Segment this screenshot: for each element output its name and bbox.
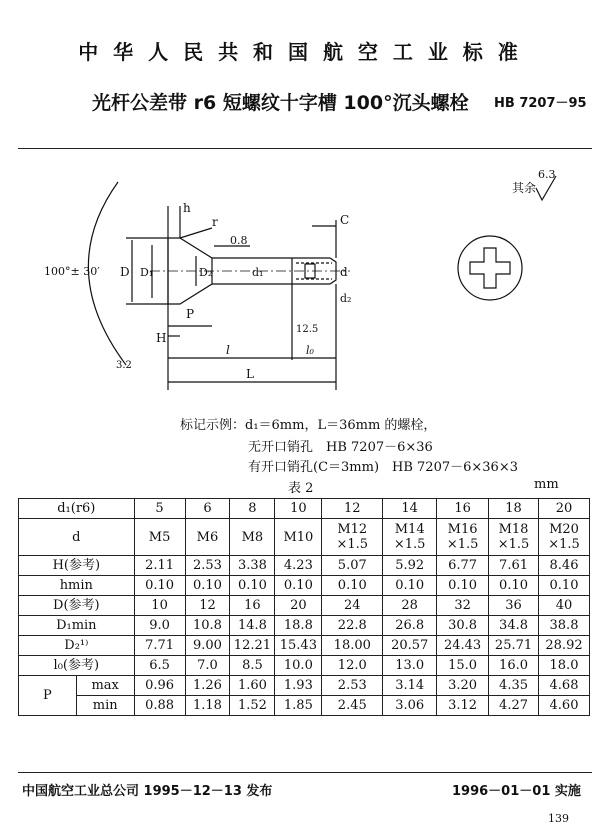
table-cell: 16 (230, 596, 275, 616)
table-cell: 2.45 (322, 696, 383, 716)
row-label: D₂¹⁾ (19, 636, 135, 656)
table-cell: 24.43 (437, 636, 489, 656)
table-cell: 30.8 (437, 616, 489, 636)
row-label: hmin (19, 576, 135, 596)
label-roughness-32: 3.2 (116, 360, 132, 371)
table-cell: 24 (322, 596, 383, 616)
table-cell: 3.06 (383, 696, 437, 716)
label-h-upper: H (156, 331, 167, 345)
table-cell: 0.10 (134, 576, 185, 596)
table-cell: 20.57 (383, 636, 437, 656)
table-cell: 0.10 (383, 576, 437, 596)
dimension-table (18, 498, 590, 716)
table-cell: M18 ×1.5 (489, 519, 539, 556)
table-cell: M8 (230, 519, 275, 556)
label-c: C (340, 213, 350, 227)
table-cell: 20 (275, 596, 322, 616)
table-cell: 26.8 (383, 616, 437, 636)
table-cell: 1.52 (230, 696, 275, 716)
table-row-d1min (19, 616, 590, 636)
row-label: l₀(参考) (19, 656, 135, 676)
table-cell: M10 (275, 519, 322, 556)
table-cell: M12 ×1.5 (322, 519, 383, 556)
document-title: 光杆公差带 r6 短螺纹十字槽 100°沉头螺栓 (92, 92, 469, 114)
marking-example-line3: 有开口销孔(C＝3mm) HB 7207－6×36×3 (248, 460, 518, 475)
table-cell: 3.14 (383, 676, 437, 696)
table-cell: M5 (134, 519, 185, 556)
table-cell: 34.8 (489, 616, 539, 636)
table-cell: 0.10 (185, 576, 230, 596)
table-cell: 2.53 (185, 556, 230, 576)
table-cell: 0.10 (437, 576, 489, 596)
table-cell: 40 (539, 596, 590, 616)
sub-row-label: max (76, 676, 134, 696)
table-cell: 10 (275, 499, 322, 519)
label-d2: d₂ (340, 292, 352, 305)
label-r: r (212, 215, 218, 229)
table-cell: 6 (185, 499, 230, 519)
footer-rule (18, 772, 592, 773)
table-cell: 9.0 (134, 616, 185, 636)
roughness-value: 6.3 (538, 168, 556, 181)
sub-row-label: min (76, 696, 134, 716)
table-cell: 7.0 (185, 656, 230, 676)
table-cell: 15.0 (437, 656, 489, 676)
table-cell: 25.71 (489, 636, 539, 656)
standard-organization: 中 华 人 民 共 和 国 航 空 工 业 标 准 (78, 40, 522, 64)
standard-code: HB 7207－95 (494, 96, 587, 111)
label-l0: l₀ (306, 344, 314, 357)
table-cell: 32 (437, 596, 489, 616)
label-roughness-125: 12.5 (296, 324, 319, 335)
marking-example-line1: 标记示例：d₁＝6mm，L＝36mm 的螺栓， (180, 418, 437, 433)
table-cell: 22.8 (322, 616, 383, 636)
table-cell: 7.61 (489, 556, 539, 576)
table-cell: 18 (489, 499, 539, 519)
marking-example-line2: 无开口销孔 HB 7207－6×36 (248, 440, 433, 455)
table-cell: 13.0 (383, 656, 437, 676)
table-cell: 1.60 (230, 676, 275, 696)
table-row-d (19, 519, 590, 556)
table-cell: 3.20 (437, 676, 489, 696)
table-row-p-min (19, 696, 590, 716)
table-cell: 2.11 (134, 556, 185, 576)
table-cell: 12.0 (322, 656, 383, 676)
roughness-prefix: 其余 (512, 181, 537, 195)
table-cell: 4.35 (489, 676, 539, 696)
table-cell: 12 (322, 499, 383, 519)
table-cell: 0.10 (539, 576, 590, 596)
issue-date: 中国航空工业总公司 1995－12－13 发布 (22, 784, 273, 799)
table-cell: 4.23 (275, 556, 322, 576)
table-cell: 4.27 (489, 696, 539, 716)
table-cell: 1.18 (185, 696, 230, 716)
label-roughness-08: 0.8 (230, 234, 248, 247)
table-cell: 3.38 (230, 556, 275, 576)
table-cell: 1.93 (275, 676, 322, 696)
table-cell: 2.53 (322, 676, 383, 696)
table-row-d2 (19, 636, 590, 656)
table-cell: 18.00 (322, 636, 383, 656)
table-row-d1 (19, 499, 590, 519)
table-cell: 12 (185, 596, 230, 616)
table-cell: 18.8 (275, 616, 322, 636)
table-cell: 3.12 (437, 696, 489, 716)
table-cell: 0.96 (134, 676, 185, 696)
table-cell: 8.46 (539, 556, 590, 576)
cross-recess (470, 248, 510, 288)
table-cell: 1.26 (185, 676, 230, 696)
table-cell: 28.92 (539, 636, 590, 656)
table-cell: 16.0 (489, 656, 539, 676)
table-cell: M20 ×1.5 (539, 519, 590, 556)
table-row-p-max (19, 676, 590, 696)
label-d-head: D (120, 265, 130, 279)
label-p: P (186, 307, 195, 321)
table-cell: 0.10 (275, 576, 322, 596)
table-cell: 0.10 (230, 576, 275, 596)
header-rule (18, 148, 592, 149)
label-d1-head: D₁ (140, 266, 154, 279)
table-cell: 5.07 (322, 556, 383, 576)
table-cell: 6.5 (134, 656, 185, 676)
page-number: 139 (548, 812, 569, 825)
label-d2-head: D₂ (199, 266, 213, 279)
table-row-hmin (19, 576, 590, 596)
label-d1: d₁ (252, 266, 264, 279)
table-cell: 5.92 (383, 556, 437, 576)
table-cell: 14 (383, 499, 437, 519)
table-cell: 4.60 (539, 696, 590, 716)
label-d: d (340, 265, 348, 279)
table-cell: 18.0 (539, 656, 590, 676)
table-cell: 0.88 (134, 696, 185, 716)
end-view-circle (458, 236, 522, 300)
table-unit: mm (534, 477, 559, 492)
row-label: d (19, 519, 135, 556)
table-cell: 9.00 (185, 636, 230, 656)
table-cell: 36 (489, 596, 539, 616)
table-cell: 12.21 (230, 636, 275, 656)
table-caption: 表 2 (288, 481, 314, 496)
row-label: d₁(r6) (19, 499, 135, 519)
table-row-l0 (19, 656, 590, 676)
label-l: l (226, 343, 230, 357)
table-cell: 1.85 (275, 696, 322, 716)
table-cell: M6 (185, 519, 230, 556)
bolt-drawing (0, 160, 600, 405)
table-cell: 20 (539, 499, 590, 519)
table-row-h (19, 556, 590, 576)
row-label: D(参考) (19, 596, 135, 616)
table-cell: 0.10 (322, 576, 383, 596)
table-cell: 28 (383, 596, 437, 616)
row-label: D₁min (19, 616, 135, 636)
row-label: P (19, 676, 77, 716)
table-cell: 10.8 (185, 616, 230, 636)
table-cell: M14 ×1.5 (383, 519, 437, 556)
table-cell: M16 ×1.5 (437, 519, 489, 556)
table-cell: 8.5 (230, 656, 275, 676)
table-cell: 38.8 (539, 616, 590, 636)
table-cell: 0.10 (489, 576, 539, 596)
table-cell: 16 (437, 499, 489, 519)
table-cell: 15.43 (275, 636, 322, 656)
table-cell: 6.77 (437, 556, 489, 576)
table-cell: 5 (134, 499, 185, 519)
table-cell: 4.68 (539, 676, 590, 696)
label-angle: 100°± 30′ (44, 265, 100, 278)
label-h: h (183, 201, 191, 215)
table-cell: 10.0 (275, 656, 322, 676)
effective-date: 1996－01－01 实施 (452, 784, 581, 799)
table-row-d-head (19, 596, 590, 616)
table-cell: 7.71 (134, 636, 185, 656)
row-label: H(参考) (19, 556, 135, 576)
label-l-total: L (246, 367, 254, 381)
table-cell: 14.8 (230, 616, 275, 636)
table-cell: 8 (230, 499, 275, 519)
table-cell: 10 (134, 596, 185, 616)
